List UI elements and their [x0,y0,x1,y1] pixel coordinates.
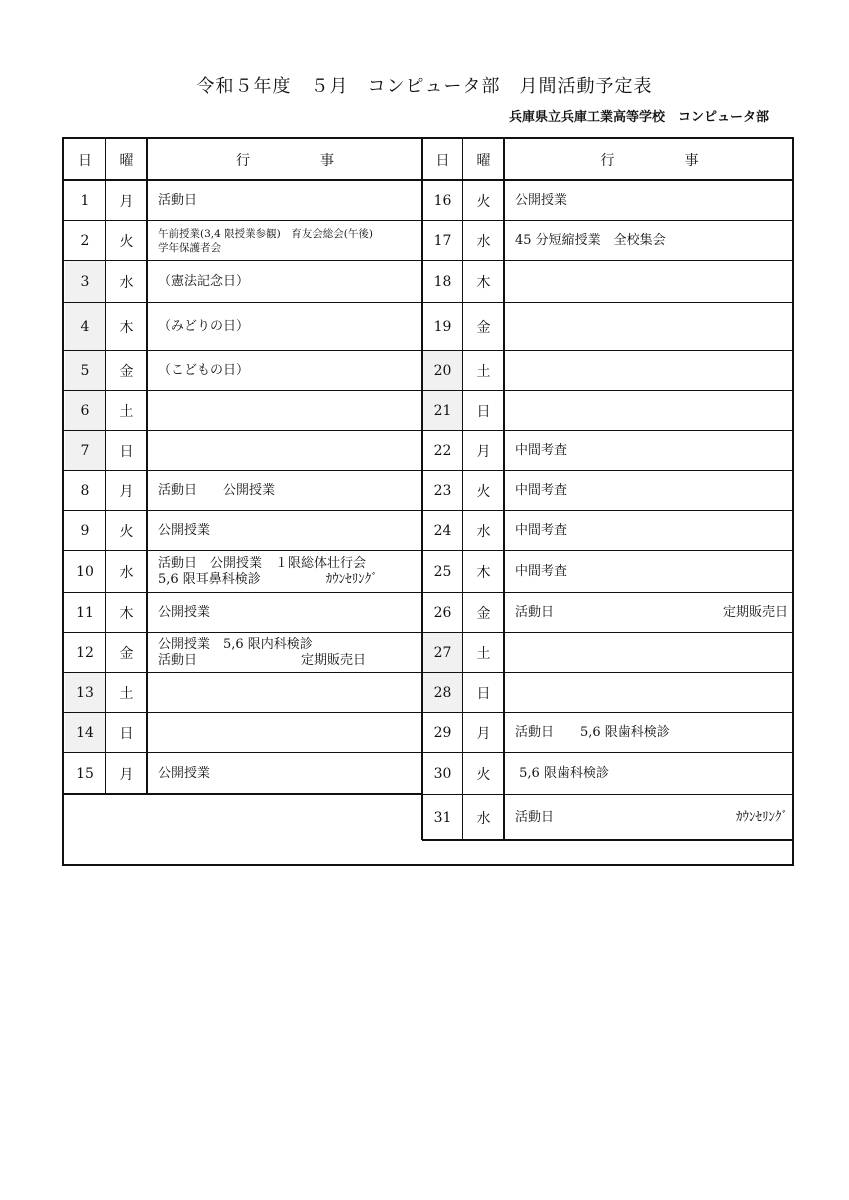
event-text: 活動日 5,6 限歯科検診 [515,724,670,740]
weekday: 月 [119,483,134,500]
event-text [148,713,422,752]
weekday: 火 [119,523,134,540]
event-text [505,713,794,752]
event-text [505,181,794,220]
day-number: 17 [433,232,452,249]
grid-line [422,350,794,351]
grid-line [64,179,794,181]
event-text [515,233,794,249]
day-number: 11 [76,604,94,621]
grid-line [64,592,422,593]
grid-line [422,470,794,471]
header-day: 日 [435,153,450,169]
day-number: 9 [80,522,90,539]
grid-line [422,632,794,633]
event-text: 中間考査 [515,482,568,498]
event-text: （みどりの日） [158,318,250,334]
grid-line [64,390,422,391]
grid-line [422,592,794,593]
grid-line [422,672,794,673]
event-text [505,351,794,390]
schedule-table [62,137,794,866]
day-number: 26 [433,604,452,621]
day-number: 21 [423,391,462,430]
header-event: 行 事 [236,153,334,169]
grid-line [146,139,148,794]
grid-line [503,139,505,840]
weekday: 水 [119,564,134,581]
event-text: 中間考査 [515,563,568,579]
grid-line [64,510,422,511]
day-number: 25 [433,563,452,580]
grid-line [421,139,423,840]
weekday: 水 [476,233,491,250]
event-text [505,471,794,510]
weekday: 金 [119,363,134,380]
event-text: 活動日 公開授業 １限総体壮行会 5,6 限耳鼻科検診 ｶｳﾝｾﾘﾝｸﾞ [158,555,378,587]
day-number: 20 [423,351,462,390]
grid-line [462,139,463,840]
event-text [505,391,794,430]
weekday: 木 [476,564,491,581]
event-text: 公開授業 5,6 限内科検診 活動日 定期販売日 [158,636,367,668]
grid-line [422,260,794,261]
grid-line [64,752,422,753]
weekday: 木 [119,319,134,336]
event-text [515,725,794,741]
grid-line [64,350,422,351]
weekday: 水 [476,810,491,827]
weekday: 木 [476,274,491,291]
grid-line [64,302,422,303]
page-title: 令和５年度 ５月 コンピュータ部 月間活動予定表 [196,76,653,97]
weekday: 土 [476,363,491,380]
grid-line [64,550,422,551]
weekday: 土 [476,645,491,662]
day-number: 22 [433,442,452,459]
event-text [515,193,794,209]
grid-line [64,430,422,431]
event-text [515,523,794,539]
event-text: 公開授業 [158,522,211,538]
event-text [505,221,794,260]
event-text-right: 定期販売日 [722,604,788,620]
event-text: 公開授業 [158,604,211,620]
day-number: 13 [65,673,105,712]
grid-line [422,430,794,431]
weekday: 木 [119,605,134,622]
weekday: 土 [119,685,134,702]
event-text-right: ｶｳﾝｾﾘﾝｸﾞ [736,809,788,825]
grid-line [64,672,422,673]
day-number: 19 [433,318,452,335]
event-text [505,431,794,470]
day-number: 6 [65,391,105,430]
grid-line [64,470,422,471]
weekday: 火 [119,233,134,250]
event-text [515,483,794,499]
grid-line [422,794,794,795]
event-text [515,766,794,782]
event-text [505,633,794,672]
event-text: 5,6 限歯科検診 [515,765,609,781]
weekday: 火 [476,766,491,783]
event-text [148,391,422,430]
weekday: 火 [476,483,491,500]
grid-line [422,220,794,221]
day-number: 4 [65,303,105,350]
header-weekday: 曜 [119,153,134,169]
event-text: 活動日 [158,192,198,208]
day-number: 2 [80,232,90,249]
day-number: 28 [423,673,462,712]
event-text [505,511,794,550]
event-text [505,551,794,592]
event-text [505,795,794,840]
day-number: 1 [80,192,90,209]
weekday: 日 [476,685,491,702]
weekday: 金 [476,605,491,622]
event-text: 活動日 [515,604,555,620]
day-number: 23 [433,482,452,499]
school-name: 兵庫県立兵庫工業高等学校 コンピュータ部 [508,110,769,125]
day-number: 10 [76,563,94,580]
day-number: 31 [433,809,452,826]
event-text: 45 分短縮授業 全校集会 [515,232,666,248]
grid-line [422,390,794,391]
day-number: 7 [65,431,105,470]
grid-line [422,712,794,713]
grid-line [64,712,422,713]
grid-line [422,510,794,511]
event-text: 中間考査 [515,442,568,458]
header-day: 日 [78,153,92,169]
weekday: 金 [119,645,134,662]
event-text [515,564,794,580]
event-text: 公開授業 [158,765,211,781]
event-text: 活動日 [515,809,555,825]
grid-line [422,752,794,753]
event-text: （こどもの日） [158,362,250,378]
header-weekday: 曜 [476,153,491,169]
grid-line [422,302,794,303]
day-number: 29 [433,724,452,741]
event-text: 中間考査 [515,522,568,538]
event-text [515,810,794,826]
event-text [505,753,794,794]
header-event: 行 事 [600,153,699,169]
event-text [505,261,794,302]
day-number: 12 [76,644,94,661]
grid-line [64,793,422,795]
grid-line [64,632,422,633]
weekday: 水 [119,274,134,291]
weekday: 月 [476,443,491,460]
day-number: 5 [65,351,105,390]
weekday: 月 [119,766,134,783]
grid-line [422,839,794,841]
event-text: 活動日 公開授業 [158,482,276,498]
event-text: 公開授業 [515,192,568,208]
event-text: （憲法記念日） [158,273,250,289]
event-text [515,605,794,621]
weekday: 日 [476,403,491,420]
event-text [148,673,422,712]
event-text [505,673,794,712]
weekday: 日 [119,725,134,742]
day-number: 27 [423,633,462,672]
day-number: 15 [76,765,94,782]
day-number: 8 [80,482,90,499]
day-number: 14 [65,713,105,752]
weekday: 金 [476,319,491,336]
day-number: 3 [65,261,105,302]
event-text [505,303,794,350]
weekday: 水 [476,523,491,540]
event-text [505,593,794,632]
grid-line [64,260,422,261]
day-number: 16 [433,192,452,209]
event-text [515,443,794,459]
grid-line [64,220,422,221]
grid-line [105,139,106,794]
weekday: 月 [119,193,134,210]
day-number: 30 [433,765,452,782]
weekday: 土 [119,403,134,420]
weekday: 日 [119,443,134,460]
day-number: 18 [433,273,452,290]
event-text [148,431,422,470]
event-text: 午前授業(3,4 限授業参観) 育友会総会(午後) 学年保護者会 [158,227,373,254]
grid-line [422,550,794,551]
weekday: 火 [476,193,491,210]
weekday: 月 [476,725,491,742]
day-number: 24 [433,522,452,539]
